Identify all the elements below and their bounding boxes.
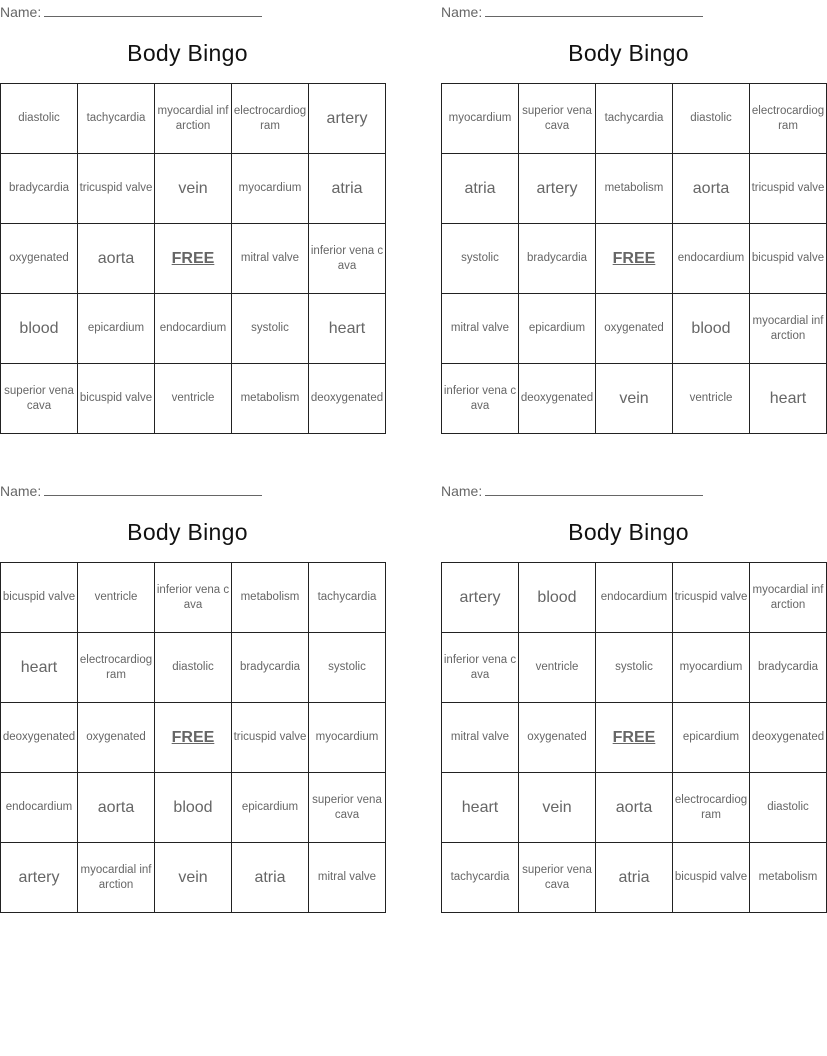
grid-row xyxy=(442,703,827,773)
bingo-cell: myocardium xyxy=(232,154,309,224)
bingo-cell: inferior vena cava xyxy=(442,633,519,703)
bingo-cell: mitral valve xyxy=(442,703,519,773)
bingo-cell: deoxygenated xyxy=(309,364,386,434)
name-blank xyxy=(485,3,703,17)
bingo-cell: bicuspid valve xyxy=(750,224,827,294)
bingo-cell: diastolic xyxy=(673,84,750,154)
bingo-cell: oxygenated xyxy=(1,224,78,294)
bingo-cell: electrocardiogram xyxy=(750,84,827,154)
bingo-cell: tricuspid valve xyxy=(673,563,750,633)
bingo-cell: metabolism xyxy=(596,154,673,224)
bingo-cell: epicardium xyxy=(78,294,155,364)
bingo-cell: diastolic xyxy=(750,773,827,843)
bingo-cell: superior vena cava xyxy=(519,843,596,913)
grid-row xyxy=(1,154,386,224)
bingo-grid xyxy=(0,562,386,913)
bingo-cell: bicuspid valve xyxy=(78,364,155,434)
bingo-cell: ventricle xyxy=(155,364,232,434)
bingo-cell: heart xyxy=(750,364,827,434)
free-space-cell: FREE xyxy=(596,703,673,773)
name-blank xyxy=(44,482,262,496)
bingo-cell: bicuspid valve xyxy=(1,563,78,633)
card-title: Body Bingo xyxy=(568,40,689,66)
bingo-cell: mitral valve xyxy=(232,224,309,294)
bingo-cell: metabolism xyxy=(232,364,309,434)
bingo-cell: diastolic xyxy=(1,84,78,154)
grid-row xyxy=(1,294,386,364)
free-space-cell: FREE xyxy=(155,224,232,294)
bingo-cell: blood xyxy=(519,563,596,633)
bingo-cell: aorta xyxy=(78,224,155,294)
bingo-cell: tricuspid valve xyxy=(232,703,309,773)
bingo-cell: tachycardia xyxy=(78,84,155,154)
grid-row xyxy=(442,633,827,703)
grid-row xyxy=(442,294,827,364)
bingo-cell: endocardium xyxy=(155,294,232,364)
bingo-cell: blood xyxy=(155,773,232,843)
bingo-cell: artery xyxy=(442,563,519,633)
bingo-cell: electrocardiogram xyxy=(78,633,155,703)
bingo-cell: vein xyxy=(519,773,596,843)
name-line xyxy=(441,3,703,20)
bingo-cell: bradycardia xyxy=(232,633,309,703)
bingo-cell: endocardium xyxy=(673,224,750,294)
bingo-cell: tricuspid valve xyxy=(750,154,827,224)
bingo-cell: myocardium xyxy=(442,84,519,154)
bingo-grid xyxy=(441,562,827,913)
card-title: Body Bingo xyxy=(568,519,689,545)
bingo-cell: heart xyxy=(309,294,386,364)
free-space-cell: FREE xyxy=(155,703,232,773)
bingo-cell: inferior vena cava xyxy=(155,563,232,633)
grid-row xyxy=(442,364,827,434)
bingo-cell: bicuspid valve xyxy=(673,843,750,913)
name-blank xyxy=(485,482,703,496)
bingo-cell: diastolic xyxy=(155,633,232,703)
bingo-cell: vein xyxy=(596,364,673,434)
bingo-grid xyxy=(441,83,827,434)
bingo-cell: myocardial infarction xyxy=(78,843,155,913)
bingo-cell: systolic xyxy=(442,224,519,294)
bingo-cell: endocardium xyxy=(1,773,78,843)
grid-row xyxy=(1,224,386,294)
bingo-cell: artery xyxy=(1,843,78,913)
bingo-cell: deoxygenated xyxy=(1,703,78,773)
bingo-cell: epicardium xyxy=(519,294,596,364)
grid-row xyxy=(1,633,386,703)
bingo-cell: myocardial infarction xyxy=(155,84,232,154)
grid-row xyxy=(442,843,827,913)
bingo-cell: mitral valve xyxy=(442,294,519,364)
bingo-cell: metabolism xyxy=(232,563,309,633)
card-title: Body Bingo xyxy=(127,40,248,66)
bingo-cell: systolic xyxy=(232,294,309,364)
name-line xyxy=(0,482,262,499)
bingo-cell: blood xyxy=(673,294,750,364)
bingo-cell: metabolism xyxy=(750,843,827,913)
grid-row xyxy=(442,773,827,843)
name-label: Name: xyxy=(0,4,42,20)
bingo-cell: artery xyxy=(309,84,386,154)
bingo-cell: deoxygenated xyxy=(519,364,596,434)
bingo-cell: atria xyxy=(596,843,673,913)
name-line xyxy=(441,482,703,499)
bingo-cell: atria xyxy=(232,843,309,913)
bingo-cell: heart xyxy=(442,773,519,843)
bingo-cell: systolic xyxy=(596,633,673,703)
bingo-cell: tachycardia xyxy=(442,843,519,913)
bingo-cell: systolic xyxy=(309,633,386,703)
grid-row xyxy=(1,773,386,843)
bingo-cell: vein xyxy=(155,843,232,913)
bingo-cell: aorta xyxy=(673,154,750,224)
name-blank xyxy=(44,3,262,17)
grid-row xyxy=(442,154,827,224)
bingo-cell: atria xyxy=(442,154,519,224)
bingo-cell: bradycardia xyxy=(750,633,827,703)
name-line xyxy=(0,3,262,20)
bingo-cell: ventricle xyxy=(519,633,596,703)
grid-row xyxy=(442,563,827,633)
bingo-cell: myocardial infarction xyxy=(750,294,827,364)
bingo-cell: artery xyxy=(519,154,596,224)
bingo-cell: heart xyxy=(1,633,78,703)
bingo-cell: myocardium xyxy=(673,633,750,703)
card-title: Body Bingo xyxy=(127,519,248,545)
name-label: Name: xyxy=(441,4,483,20)
name-label: Name: xyxy=(0,483,42,499)
bingo-card xyxy=(441,479,825,913)
bingo-cell: oxygenated xyxy=(78,703,155,773)
bingo-cell: deoxygenated xyxy=(750,703,827,773)
bingo-card xyxy=(0,479,382,913)
bingo-cell: myocardium xyxy=(309,703,386,773)
grid-row xyxy=(1,563,386,633)
free-space-cell: FREE xyxy=(596,224,673,294)
grid-row xyxy=(1,84,386,154)
bingo-cell: electrocardiogram xyxy=(232,84,309,154)
bingo-cell: mitral valve xyxy=(309,843,386,913)
bingo-card xyxy=(0,0,384,434)
grid-row xyxy=(442,84,827,154)
bingo-cell: aorta xyxy=(78,773,155,843)
grid-row xyxy=(1,843,386,913)
bingo-grid xyxy=(0,83,386,434)
bingo-cell: aorta xyxy=(596,773,673,843)
bingo-cell: oxygenated xyxy=(596,294,673,364)
bingo-cell: superior vena cava xyxy=(309,773,386,843)
bingo-cell: myocardial infarction xyxy=(750,563,827,633)
grid-row xyxy=(1,703,386,773)
bingo-cell: endocardium xyxy=(596,563,673,633)
bingo-cell: tachycardia xyxy=(309,563,386,633)
grid-row xyxy=(1,364,386,434)
bingo-cell: bradycardia xyxy=(519,224,596,294)
bingo-cell: ventricle xyxy=(673,364,750,434)
bingo-cell: inferior vena cava xyxy=(442,364,519,434)
bingo-cell: epicardium xyxy=(673,703,750,773)
grid-row xyxy=(442,224,827,294)
bingo-cell: inferior vena cava xyxy=(309,224,386,294)
bingo-cell: tricuspid valve xyxy=(78,154,155,224)
bingo-cell: oxygenated xyxy=(519,703,596,773)
bingo-cell: bradycardia xyxy=(1,154,78,224)
bingo-cell: superior vena cava xyxy=(519,84,596,154)
bingo-card xyxy=(441,0,825,434)
bingo-cell: ventricle xyxy=(78,563,155,633)
bingo-cell: vein xyxy=(155,154,232,224)
bingo-cell: epicardium xyxy=(232,773,309,843)
bingo-cell: electrocardiogram xyxy=(673,773,750,843)
bingo-cell: tachycardia xyxy=(596,84,673,154)
bingo-cell: superior vena cava xyxy=(1,364,78,434)
bingo-cell: atria xyxy=(309,154,386,224)
bingo-cell: blood xyxy=(1,294,78,364)
name-label: Name: xyxy=(441,483,483,499)
